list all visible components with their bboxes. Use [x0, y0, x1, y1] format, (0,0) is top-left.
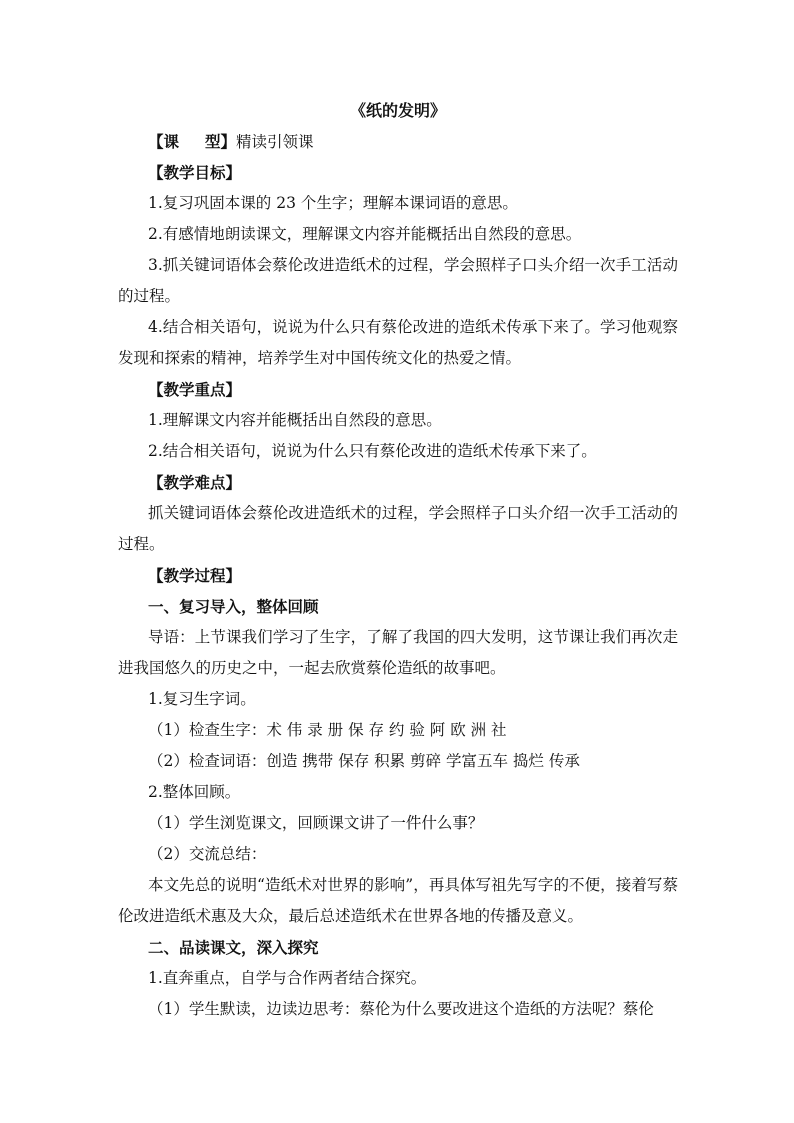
part2-heading: 二、品读课文，深入探究 [148, 938, 319, 957]
course-type-label-right: 型】 [205, 132, 237, 151]
document-title: 《纸的发明》 [349, 101, 446, 120]
explore-item-1: 1.直奔重点，自学与合作两者结合探究。 [148, 969, 427, 987]
goal-item-3: 3.抓关键词语体会蔡伦改进造纸术的过程，学会照样子口头介绍一次手工活动的过程。 [118, 256, 678, 305]
review-item-2a: （1）学生浏览课文，回顾课文讲了一件什么事？ [148, 814, 484, 832]
review-item-1: 1.复习生字词。 [148, 690, 256, 708]
difficulty-heading: 【教学难点】 [148, 473, 242, 492]
key-point-1: 1.理解课文内容并能概括出自然段的意思。 [148, 411, 442, 429]
explore-item-1a: （1）学生默读，边读边思考：蔡伦为什么要改进这个造纸的方法呢？蔡伦 [148, 1000, 654, 1018]
goals-heading: 【教学目标】 [148, 163, 242, 182]
course-type-value: 精读引领课 [236, 133, 314, 151]
review-item-1a: （1）检查生字：术 伟 录 册 保 存 约 验 阿 欧 洲 社 [148, 721, 507, 739]
goal-item-4: 4.结合相关语句，说说为什么只有蔡伦改进的造纸术传承下来了。学习他观察发现和探索的精神，培养学生对中国传统文化的热爱之情。 [118, 318, 678, 367]
goal-item-1: 1.复习巩固本课的 23 个生字；理解本课词语的意思。 [148, 194, 518, 212]
course-type-line [118, 126, 678, 157]
course-type-label-left: 【课 [148, 132, 180, 151]
process-heading: 【教学过程】 [148, 566, 242, 585]
key-point-2: 2.结合相关语句，说说为什么只有蔡伦改进的造纸术传承下来了。 [148, 442, 597, 460]
intro-text: 导语：上节课我们学习了生字，了解了我国的四大发明，这节课让我们再次走进我国悠久的历史之中，一起去欣赏蔡伦造纸的故事吧。 [118, 628, 678, 677]
review-item-2b: （2）交流总结： [148, 845, 267, 863]
review-item-1b: （2）检查词语：创造 携带 保存 积累 剪碎 学富五车 捣烂 传承 [148, 752, 580, 770]
key-points-heading: 【教学重点】 [148, 380, 242, 399]
part1-heading: 一、复习导入，整体回顾 [148, 597, 319, 616]
difficulty-text: 抓关键词语体会蔡伦改进造纸术的过程，学会照样子口头介绍一次手工活动的过程。 [118, 504, 678, 553]
review-item-2: 2.整体回顾。 [148, 783, 241, 801]
document-body [118, 95, 678, 1025]
goal-item-2: 2.有感情地朗读课文，理解课文内容并能概括出自然段的意思。 [148, 225, 582, 243]
summary-text: 本文先总的说明“造纸术对世界的影响”，再具体写祖先写字的不便，接着写蔡伦改进造纸术惠及大众，最后总述造纸术在世界各地的传播及意义。 [118, 876, 678, 925]
